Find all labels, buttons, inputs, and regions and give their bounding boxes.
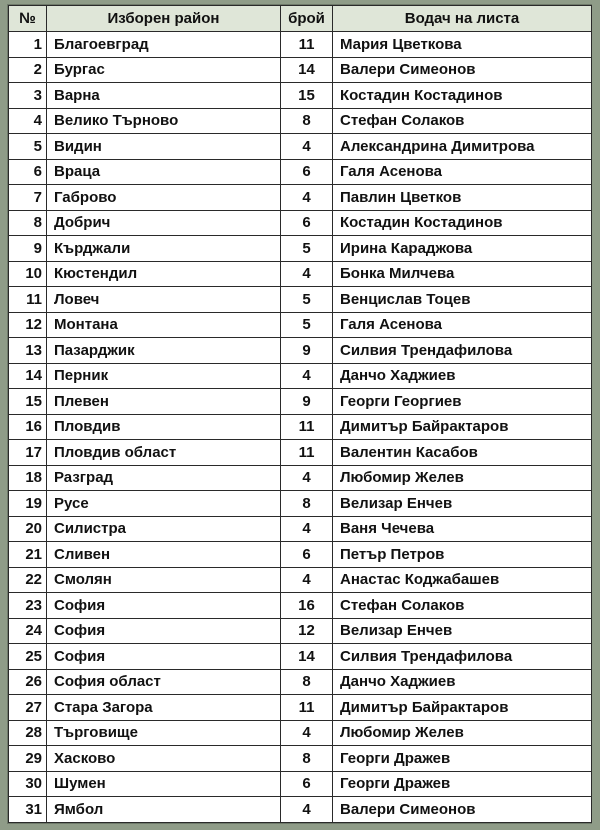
leader-cell: Галя Асенова bbox=[333, 159, 592, 185]
district-cell: Благоевград bbox=[47, 32, 281, 58]
district-cell: София bbox=[47, 593, 281, 619]
row-number: 27 bbox=[9, 695, 47, 721]
leader-cell: Костадин Костадинов bbox=[333, 210, 592, 236]
district-cell: Сливен bbox=[47, 542, 281, 568]
leader-cell: Валери Симеонов bbox=[333, 797, 592, 823]
table-row bbox=[9, 440, 592, 466]
row-number: 10 bbox=[9, 261, 47, 287]
table-row bbox=[9, 797, 592, 823]
count-cell: 5 bbox=[281, 287, 333, 313]
table-row bbox=[9, 746, 592, 772]
table-row bbox=[9, 491, 592, 517]
count-cell: 4 bbox=[281, 720, 333, 746]
district-cell: Разград bbox=[47, 465, 281, 491]
table-row bbox=[9, 134, 592, 160]
table-row bbox=[9, 414, 592, 440]
header-number: № bbox=[9, 6, 47, 32]
count-cell: 4 bbox=[281, 185, 333, 211]
count-cell: 4 bbox=[281, 261, 333, 287]
district-cell: Перник bbox=[47, 363, 281, 389]
leader-cell: Данчо Хаджиев bbox=[333, 669, 592, 695]
count-cell: 9 bbox=[281, 338, 333, 364]
row-number: 16 bbox=[9, 414, 47, 440]
leader-cell: Стефан Солаков bbox=[333, 593, 592, 619]
district-cell: Бургас bbox=[47, 57, 281, 83]
header-count: брой bbox=[281, 6, 333, 32]
count-cell: 11 bbox=[281, 440, 333, 466]
district-cell: Кюстендил bbox=[47, 261, 281, 287]
district-cell: София bbox=[47, 644, 281, 670]
table-row bbox=[9, 363, 592, 389]
leader-cell: Любомир Желев bbox=[333, 465, 592, 491]
district-cell: София bbox=[47, 618, 281, 644]
leader-cell: Александрина Димитрова bbox=[333, 134, 592, 160]
district-cell: Велико Търново bbox=[47, 108, 281, 134]
row-number: 7 bbox=[9, 185, 47, 211]
table-row bbox=[9, 338, 592, 364]
district-cell: Добрич bbox=[47, 210, 281, 236]
leader-cell: Велизар Енчев bbox=[333, 491, 592, 517]
row-number: 30 bbox=[9, 771, 47, 797]
header-district: Изборен район bbox=[47, 6, 281, 32]
count-cell: 16 bbox=[281, 593, 333, 619]
leader-cell: Данчо Хаджиев bbox=[333, 363, 592, 389]
header-leader: Водач на листа bbox=[333, 6, 592, 32]
district-cell: Пазарджик bbox=[47, 338, 281, 364]
count-cell: 11 bbox=[281, 32, 333, 58]
row-number: 1 bbox=[9, 32, 47, 58]
row-number: 15 bbox=[9, 389, 47, 415]
district-cell: Пловдив bbox=[47, 414, 281, 440]
row-number: 28 bbox=[9, 720, 47, 746]
leader-cell: Костадин Костадинов bbox=[333, 83, 592, 109]
table-row bbox=[9, 312, 592, 338]
district-cell: Пловдив област bbox=[47, 440, 281, 466]
table-row bbox=[9, 593, 592, 619]
district-cell: Смолян bbox=[47, 567, 281, 593]
count-cell: 8 bbox=[281, 669, 333, 695]
count-cell: 4 bbox=[281, 567, 333, 593]
table-row bbox=[9, 567, 592, 593]
district-cell: Кърджали bbox=[47, 236, 281, 262]
leader-cell: Венцислав Тоцев bbox=[333, 287, 592, 313]
district-cell: Стара Загора bbox=[47, 695, 281, 721]
leader-cell: Силвия Трендафилова bbox=[333, 338, 592, 364]
row-number: 9 bbox=[9, 236, 47, 262]
district-cell: Русе bbox=[47, 491, 281, 517]
table-row bbox=[9, 185, 592, 211]
count-cell: 14 bbox=[281, 57, 333, 83]
table-row bbox=[9, 618, 592, 644]
leader-cell: Анастас Коджабашев bbox=[333, 567, 592, 593]
row-number: 23 bbox=[9, 593, 47, 619]
count-cell: 12 bbox=[281, 618, 333, 644]
leader-cell: Ирина Караджова bbox=[333, 236, 592, 262]
row-number: 11 bbox=[9, 287, 47, 313]
table-row bbox=[9, 389, 592, 415]
table-row bbox=[9, 108, 592, 134]
row-number: 31 bbox=[9, 797, 47, 823]
count-cell: 15 bbox=[281, 83, 333, 109]
table-row bbox=[9, 669, 592, 695]
row-number: 29 bbox=[9, 746, 47, 772]
leader-cell: Силвия Трендафилова bbox=[333, 644, 592, 670]
district-cell: Враца bbox=[47, 159, 281, 185]
count-cell: 6 bbox=[281, 771, 333, 797]
leader-cell: Георги Дражев bbox=[333, 746, 592, 772]
leader-cell: Мария Цветкова bbox=[333, 32, 592, 58]
table-row bbox=[9, 32, 592, 58]
count-cell: 4 bbox=[281, 516, 333, 542]
table-row bbox=[9, 516, 592, 542]
row-number: 20 bbox=[9, 516, 47, 542]
district-cell: Видин bbox=[47, 134, 281, 160]
district-cell: Плевен bbox=[47, 389, 281, 415]
row-number: 18 bbox=[9, 465, 47, 491]
district-cell: Ямбол bbox=[47, 797, 281, 823]
district-cell: Хасково bbox=[47, 746, 281, 772]
row-number: 5 bbox=[9, 134, 47, 160]
row-number: 22 bbox=[9, 567, 47, 593]
row-number: 12 bbox=[9, 312, 47, 338]
table-row bbox=[9, 771, 592, 797]
leader-cell: Димитър Байрактаров bbox=[333, 414, 592, 440]
count-cell: 8 bbox=[281, 746, 333, 772]
count-cell: 5 bbox=[281, 236, 333, 262]
district-cell: Шумен bbox=[47, 771, 281, 797]
district-cell: Варна bbox=[47, 83, 281, 109]
leader-cell: Георги Дражев bbox=[333, 771, 592, 797]
count-cell: 6 bbox=[281, 210, 333, 236]
leader-cell: Галя Асенова bbox=[333, 312, 592, 338]
row-number: 3 bbox=[9, 83, 47, 109]
table-row bbox=[9, 57, 592, 83]
row-number: 19 bbox=[9, 491, 47, 517]
row-number: 2 bbox=[9, 57, 47, 83]
district-cell: Търговище bbox=[47, 720, 281, 746]
leader-cell: Валери Симеонов bbox=[333, 57, 592, 83]
table-row bbox=[9, 261, 592, 287]
count-cell: 4 bbox=[281, 134, 333, 160]
leader-cell: Димитър Байрактаров bbox=[333, 695, 592, 721]
candidate-list-document bbox=[8, 5, 591, 823]
count-cell: 6 bbox=[281, 159, 333, 185]
row-number: 25 bbox=[9, 644, 47, 670]
table-row bbox=[9, 465, 592, 491]
table-row bbox=[9, 287, 592, 313]
table-row bbox=[9, 83, 592, 109]
count-cell: 8 bbox=[281, 491, 333, 517]
count-cell: 8 bbox=[281, 108, 333, 134]
district-cell: София област bbox=[47, 669, 281, 695]
row-number: 6 bbox=[9, 159, 47, 185]
table-row bbox=[9, 644, 592, 670]
leader-cell: Стефан Солаков bbox=[333, 108, 592, 134]
leader-cell: Петър Петров bbox=[333, 542, 592, 568]
candidate-lists-table bbox=[8, 5, 592, 823]
row-number: 17 bbox=[9, 440, 47, 466]
count-cell: 9 bbox=[281, 389, 333, 415]
table-row bbox=[9, 210, 592, 236]
row-number: 8 bbox=[9, 210, 47, 236]
count-cell: 4 bbox=[281, 363, 333, 389]
table-row bbox=[9, 236, 592, 262]
header-row bbox=[9, 6, 592, 32]
count-cell: 5 bbox=[281, 312, 333, 338]
count-cell: 4 bbox=[281, 797, 333, 823]
leader-cell: Ваня Чечева bbox=[333, 516, 592, 542]
leader-cell: Велизар Енчев bbox=[333, 618, 592, 644]
leader-cell: Георги Георгиев bbox=[333, 389, 592, 415]
district-cell: Монтана bbox=[47, 312, 281, 338]
district-cell: Габрово bbox=[47, 185, 281, 211]
table-row bbox=[9, 159, 592, 185]
leader-cell: Валентин Касабов bbox=[333, 440, 592, 466]
table-body bbox=[9, 32, 592, 823]
district-cell: Силистра bbox=[47, 516, 281, 542]
count-cell: 11 bbox=[281, 414, 333, 440]
leader-cell: Бонка Милчева bbox=[333, 261, 592, 287]
district-cell: Ловеч bbox=[47, 287, 281, 313]
table-row bbox=[9, 720, 592, 746]
table-row bbox=[9, 695, 592, 721]
row-number: 4 bbox=[9, 108, 47, 134]
row-number: 26 bbox=[9, 669, 47, 695]
leader-cell: Любомир Желев bbox=[333, 720, 592, 746]
count-cell: 4 bbox=[281, 465, 333, 491]
count-cell: 6 bbox=[281, 542, 333, 568]
leader-cell: Павлин Цветков bbox=[333, 185, 592, 211]
row-number: 24 bbox=[9, 618, 47, 644]
count-cell: 11 bbox=[281, 695, 333, 721]
row-number: 14 bbox=[9, 363, 47, 389]
table-header bbox=[9, 6, 592, 32]
table-row bbox=[9, 542, 592, 568]
count-cell: 14 bbox=[281, 644, 333, 670]
row-number: 13 bbox=[9, 338, 47, 364]
row-number: 21 bbox=[9, 542, 47, 568]
